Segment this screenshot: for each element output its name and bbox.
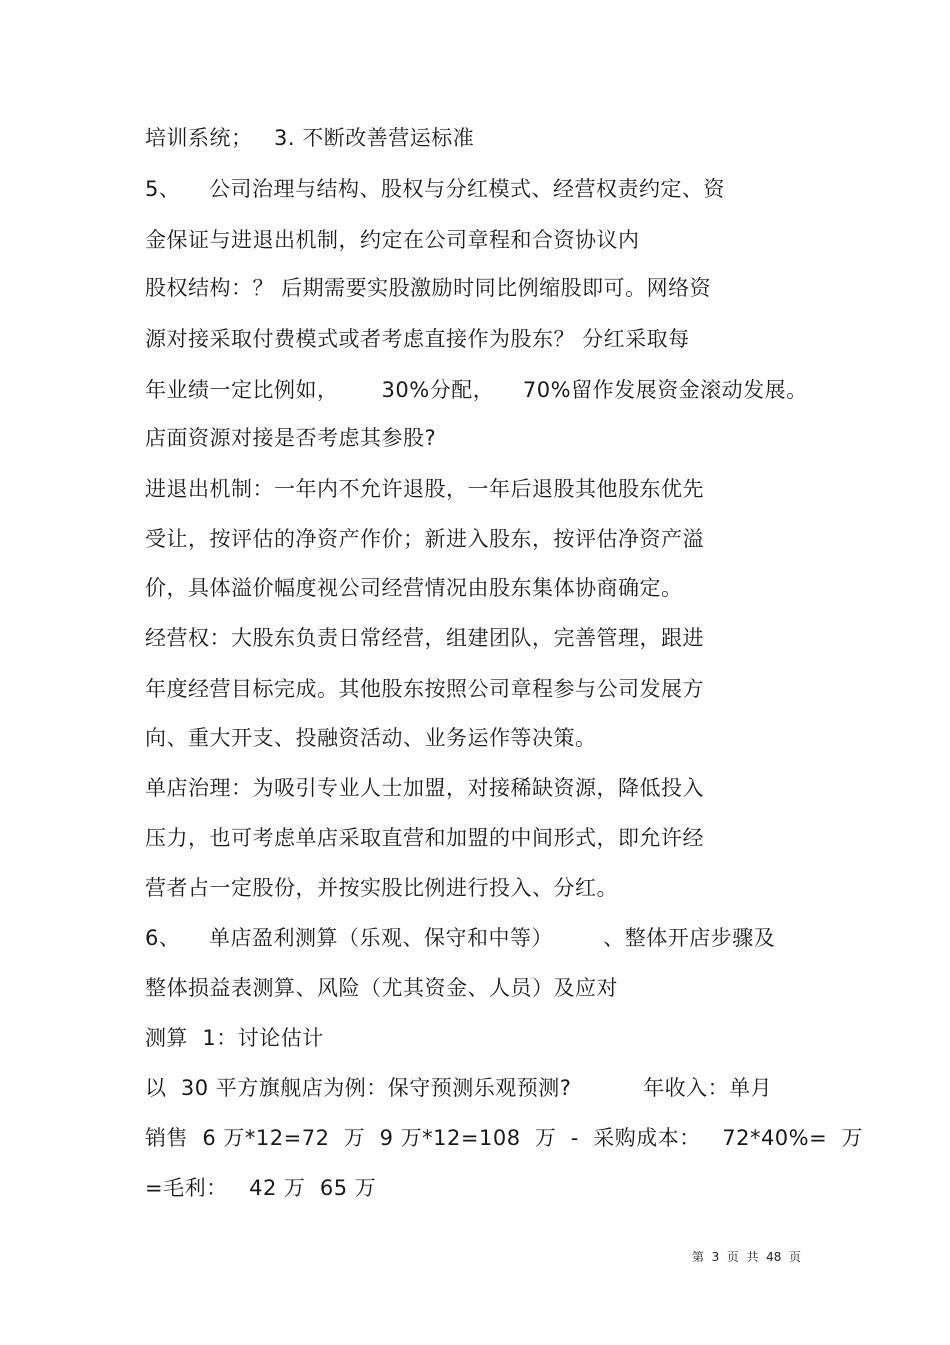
text-line: 进退出机制：一年内不允许退股，一年后退股其他股东优先 (145, 477, 704, 501)
text-line: 受让，按评估的净资产作价；新进入股东，按评估净资产溢 (145, 527, 704, 551)
text-line: 培训系统； 3. 不断改善营运标准 (145, 126, 475, 150)
text-line: 股权结构：？ 后期需要实股激励时同比例缩股即可。网络资 (145, 276, 712, 300)
text-line: 营者占一定股份，并按实股比例进行投入、分红。 (145, 876, 618, 900)
page-number: 第 3 页 共 48 页 (692, 1250, 802, 1264)
text-line: 价，具体溢价幅度视公司经营情况由股东集体协商确定。 (145, 576, 683, 600)
text-line: 经营权：大股东负责日常经营，组建团队，完善管理，跟进 (145, 626, 704, 650)
text-line: 店面资源对接是否考虑其参股? (145, 426, 437, 450)
text-line: 销售 6 万*12=72 万 9 万*12=108 万 - 采购成本： 72*40%= 万 (145, 1126, 864, 1150)
text-line: 金保证与进退出机制，约定在公司章程和合资协议内 (145, 228, 640, 252)
text-line: 测算 1：讨论估计 (145, 1026, 324, 1050)
section-heading: 6、 单店盈利测算（乐观、保守和中等） 、整体开店步骤及 (145, 926, 776, 950)
text-line: 整体损益表测算、风险（尤其资金、人员）及应对 (145, 976, 618, 1000)
section-heading: 5、 公司治理与结构、股权与分红模式、经营权责约定、资 (145, 177, 726, 201)
text-line: 年业绩一定比例如， 30%分配， 70%留作发展资金滚动发展。 (145, 378, 808, 402)
text-line: 年度经营目标完成。其他股东按照公司章程参与公司发展方 (145, 677, 704, 701)
text-line: 源对接采取付费模式或者考虑直接作为股东？ 分红采取每 (145, 327, 690, 351)
text-line: 压力，也可考虑单店采取直营和加盟的中间形式，即允许经 (145, 826, 704, 850)
text-line: 向、重大开支、投融资活动、业务运作等决策。 (145, 726, 597, 750)
text-line: 单店治理：为吸引专业人士加盟，对接稀缺资源，降低投入 (145, 776, 704, 800)
text-line: =毛利： 42 万 65 万 (145, 1176, 377, 1200)
text-line: 以 30 平方旗舰店为例：保守预测乐观预测? 年收入：单月 (145, 1076, 773, 1100)
